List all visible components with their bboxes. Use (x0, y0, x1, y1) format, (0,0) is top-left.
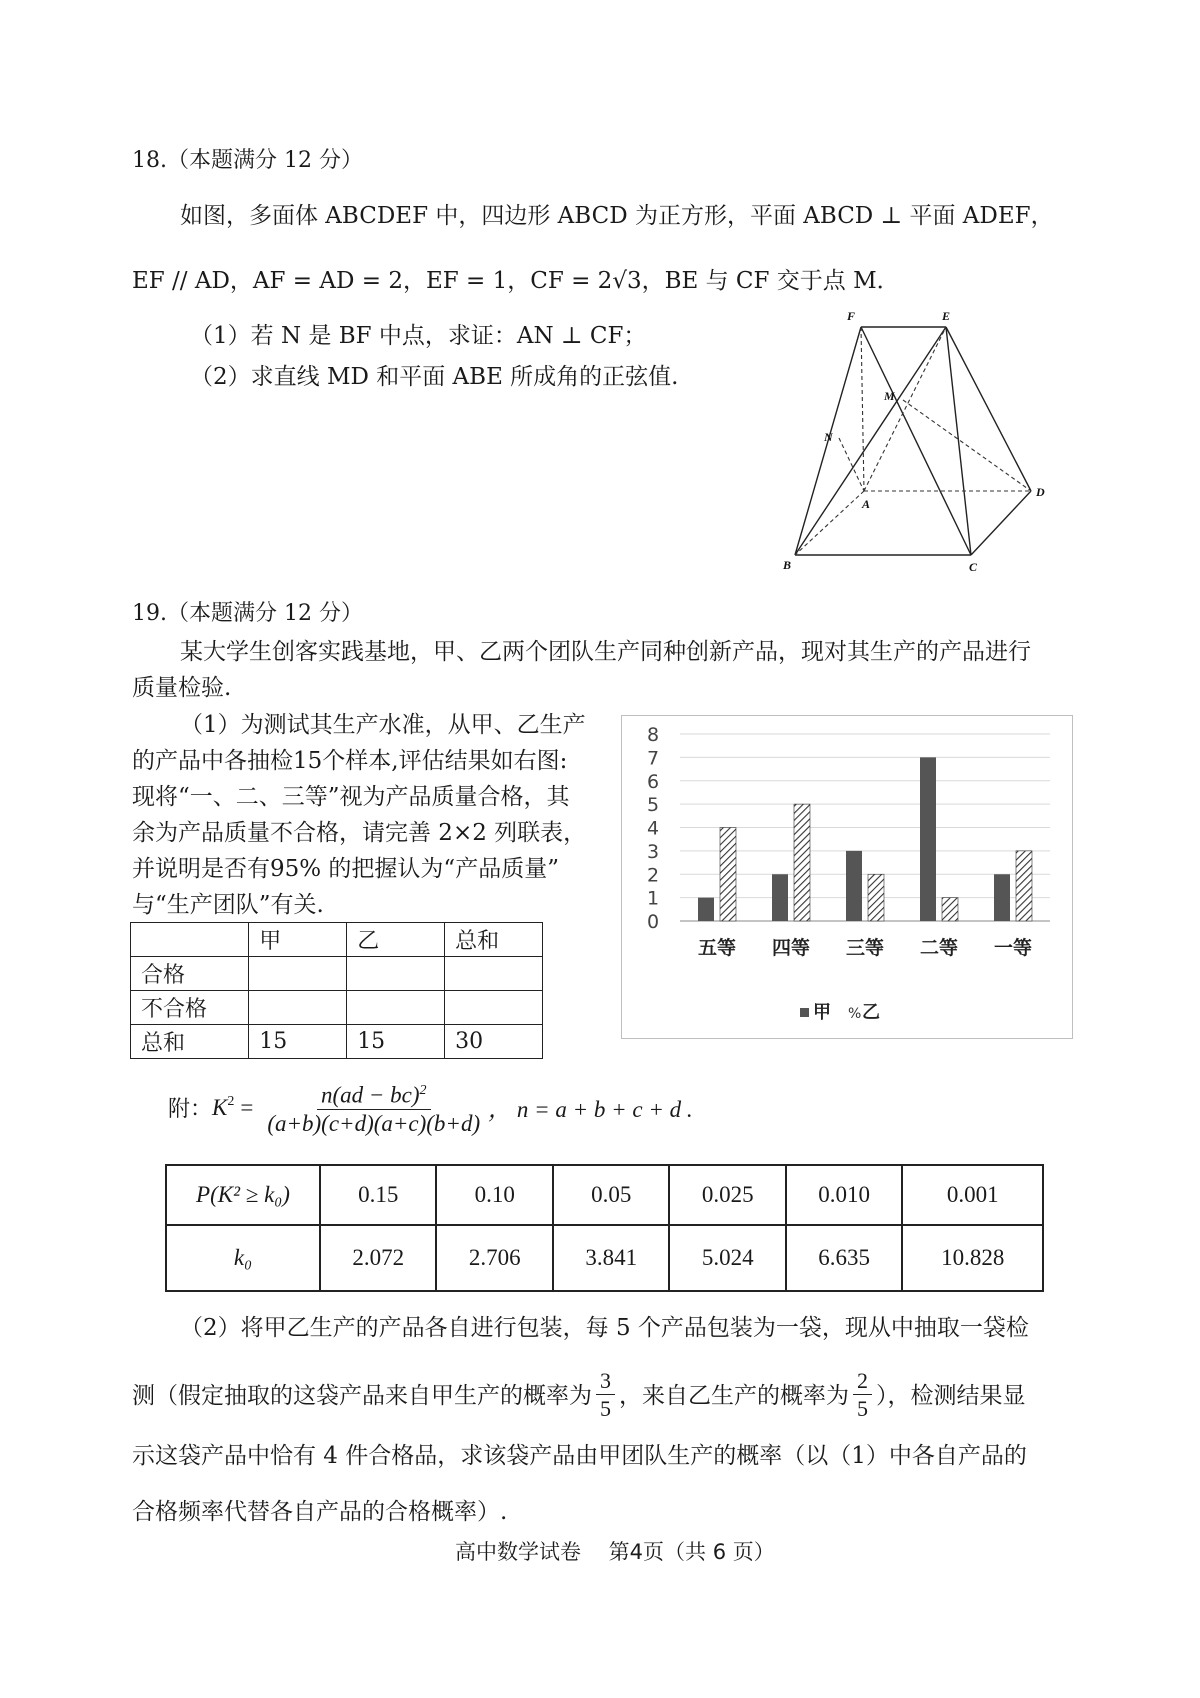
q19-p1-line5: 并说明是否有95% 的把握认为“产品质量” (132, 856, 559, 882)
bar-yi (868, 874, 884, 921)
table-cell: 2.706 (436, 1225, 552, 1291)
formula-denominator: (a+b)(c+d)(a+c)(b+d) (267, 1110, 481, 1136)
bar-jia (920, 757, 936, 921)
chart-legend (800, 1002, 880, 1023)
label-B: B (783, 558, 792, 572)
bar-jia (772, 874, 788, 921)
q19-p2-line3: 示这袋产品中恰有 4 件合格品，求该袋产品由甲团队生产的概率（以（1）中各自产品的 (132, 1443, 1027, 1469)
table-cell (131, 923, 249, 957)
table-row (131, 923, 543, 957)
q18-title: 18.（本题满分 12 分） (132, 148, 363, 173)
x-tick-label: 三等 (845, 937, 885, 959)
table-row (131, 957, 543, 991)
q19-p2-line4: 合格频率代替各自产品的合格概率）. (132, 1499, 508, 1525)
q19-p2-line2-c: ），检测结果显 (876, 1382, 1026, 1409)
q19-p2-line2-b: ，来自乙生产的概率为 (619, 1382, 849, 1409)
y-tick-label: 4 (647, 817, 660, 840)
page-footer: 高中数学试卷 第4页（共 6 页） (455, 1540, 775, 1564)
table-cell: 0.05 (553, 1165, 669, 1225)
bar-jia (846, 851, 862, 921)
fraction-two-fifths (853, 1368, 872, 1423)
x-tick-label: 五等 (697, 937, 737, 959)
x-tick-label: 一等 (993, 937, 1033, 959)
bar-yi (720, 828, 736, 922)
q19-title: 19.（本题满分 12 分） (132, 601, 363, 626)
q18-part2: （2）求直线 MD 和平面 ABE 所成角的正弦值. (190, 364, 679, 390)
bar-yi (1016, 851, 1032, 921)
table-row (166, 1165, 1043, 1225)
fraction-denominator: 5 (600, 1396, 611, 1421)
chart-y-tick-labels (647, 724, 659, 933)
bar-chart (622, 716, 1072, 1038)
table-cell[interactable] (249, 991, 347, 1025)
table-cell: 0.001 (902, 1165, 1043, 1225)
table-cell: 0.10 (436, 1165, 552, 1225)
formula-numerator-sup: 2 (419, 1083, 427, 1098)
q19-p1-line6: 与“生产团队”有关. (132, 892, 324, 918)
table-cell[interactable] (249, 957, 347, 991)
polyhedron-figure (780, 305, 1060, 575)
chart-x-tick-labels (698, 936, 1032, 959)
fraction-numerator: 3 (596, 1368, 615, 1395)
q18-part1: （1）若 N 是 BF 中点，求证：AN ⊥ CF； (190, 323, 647, 349)
y-tick-label: 7 (647, 747, 660, 770)
q19-p1-line2: 的产品中各抽检15个样本,评估结果如右图: (132, 748, 568, 774)
chart-bars (698, 757, 1032, 921)
table-cell: 10.828 (902, 1225, 1043, 1291)
x-tick-label: 四等 (771, 937, 811, 959)
q19-p2-line1: （2）将甲乙生产的产品各自进行包装，每 5 个产品包装为一袋，现从中抽取一袋检 (180, 1315, 1029, 1341)
table-cell: 0.010 (786, 1165, 902, 1225)
table-cell[interactable] (445, 957, 543, 991)
label-D: D (1036, 485, 1045, 499)
fraction-denominator: 5 (857, 1396, 868, 1421)
y-tick-label: 3 (647, 840, 660, 863)
q19-p1-line4: 余为产品质量不合格，请完善 2×2 列联表， (132, 820, 587, 846)
q19-intro2: 质量检验. (132, 675, 232, 701)
table-cell: 总和 (445, 923, 543, 957)
y-tick-label: 6 (647, 770, 660, 793)
table-cell: 5.024 (669, 1225, 785, 1291)
fraction-numerator: 2 (853, 1368, 872, 1395)
formula-prefix: 附： (168, 1097, 213, 1123)
table-cell: 15 (249, 1025, 347, 1059)
table-cell: 甲 (249, 923, 347, 957)
fraction-three-fifths (596, 1368, 615, 1423)
formula-lhs-sup: 2 (227, 1093, 235, 1109)
y-tick-label: 0 (647, 911, 660, 933)
critical-value-table (165, 1164, 1044, 1292)
label-E: E (942, 309, 951, 323)
y-tick-label: 8 (647, 724, 660, 746)
label-A: A (862, 497, 871, 511)
table-cell: 0.15 (320, 1165, 436, 1225)
table-cell: 6.635 (786, 1225, 902, 1291)
q19-p2-line2 (132, 1368, 1026, 1423)
table-cell: 30 (445, 1025, 543, 1059)
table-cell[interactable] (347, 957, 445, 991)
table-cell: 不合格 (131, 991, 249, 1025)
table-cell: k₀ (166, 1225, 320, 1291)
y-tick-label: 5 (647, 794, 660, 817)
formula-eq: = (240, 1094, 254, 1120)
table-cell: 合格 (131, 957, 249, 991)
table-cell: 15 (347, 1025, 445, 1059)
legend-swatch-jia (800, 1008, 809, 1017)
bar-jia (698, 898, 714, 921)
label-C: C (969, 560, 978, 574)
q19-p1-line1: （1）为测试其生产水准，从甲、乙生产 (180, 712, 586, 738)
q18-line2: EF // AD，AF = AD = 2，EF = 1，CF = 2√3，BE 与 CF 交于点 M． (132, 268, 900, 294)
table-row (166, 1225, 1043, 1291)
q19-intro1: 某大学生创客实践基地，甲、乙两个团队生产同种创新产品，现对其生产的产品进行 (180, 639, 1031, 665)
table-row (131, 1025, 543, 1059)
table-row (131, 991, 543, 1025)
formula-numerator: n(ad − bc) (320, 1082, 420, 1108)
bar-yi (942, 898, 958, 921)
q18-line1: 如图，多面体 ABCDEF 中，四边形 ABCD 为正方形，平面 ABCD ⊥ 平面 ADEF， (180, 203, 1054, 229)
x-tick-label: 二等 (919, 937, 959, 959)
formula-lhs: K (212, 1094, 228, 1120)
q19-p1-line3: 现将“一、二、三等”视为产品质量合格，其 (132, 784, 570, 810)
table-cell[interactable] (445, 991, 543, 1025)
label-M: M (884, 389, 895, 403)
formula-suffix: ， n = a + b + c + d . (488, 1097, 693, 1123)
k2-formula (168, 1078, 693, 1138)
legend-swatch-yi-icon: % (848, 1006, 862, 1022)
y-tick-label: 1 (647, 887, 660, 910)
table-cell: 2.072 (320, 1225, 436, 1291)
bar-jia (994, 874, 1010, 921)
contingency-table (130, 922, 543, 1059)
bar-yi (794, 804, 810, 921)
label-N: N (824, 430, 833, 444)
table-cell: P(K² ≥ k₀) (166, 1165, 320, 1225)
legend-label-yi: 乙 (862, 1002, 880, 1023)
table-cell: 0.025 (669, 1165, 785, 1225)
table-cell: 总和 (131, 1025, 249, 1059)
y-tick-label: 2 (647, 864, 660, 887)
table-cell: 3.841 (553, 1225, 669, 1291)
formula-fraction (263, 1078, 484, 1138)
chart-container (621, 715, 1073, 1039)
table-cell[interactable] (347, 991, 445, 1025)
q19-p2-line2-a: 测（假定抽取的这袋产品来自甲生产的概率为 (132, 1382, 592, 1409)
table-cell: 乙 (347, 923, 445, 957)
legend-label-jia: 甲 (813, 1002, 831, 1023)
label-F: F (847, 309, 856, 323)
